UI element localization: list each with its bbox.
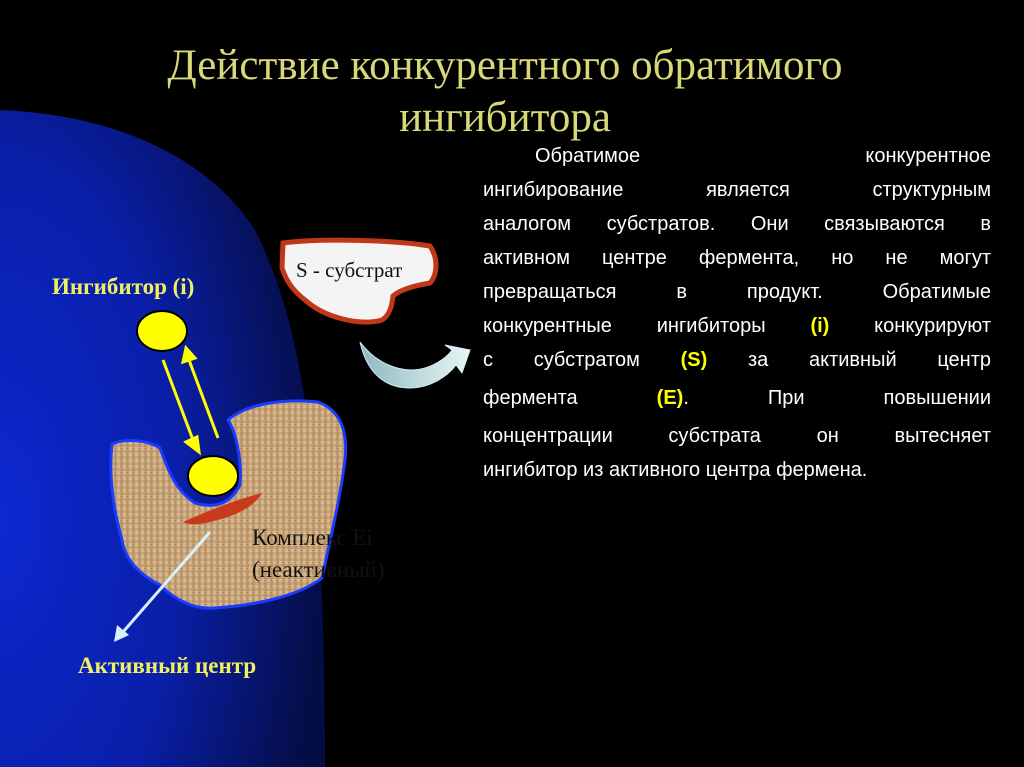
substrate-label: S - субстрат [296, 258, 403, 282]
complex-label-line1: Комплекс Ei [252, 525, 373, 550]
page-title-line2: ингибитора [399, 94, 611, 141]
description-line-5: превращаться в продукт. Обратимые [483, 281, 991, 303]
active-center-label: Активный центр [78, 653, 257, 678]
enzyme-symbol: (E) [656, 387, 684, 409]
description-line-8-c: . При повышении [683, 387, 992, 409]
description-line-7-a: с субстратом [483, 349, 681, 371]
description-line-2: ингибирование является структурным [483, 179, 991, 201]
description-line-7 [483, 343, 991, 377]
description-line-7-c: за активный центр [707, 349, 992, 371]
description-line-6-a: конкурентные ингибиторы [483, 315, 811, 337]
substrate-symbol: (S) [680, 349, 708, 371]
description-line-4: активном центре фермента, но не могут [483, 247, 991, 269]
description-line-6-c: конкурируют [829, 315, 991, 337]
description-line-9: концентрации субстрата он вытесняет [483, 425, 991, 447]
description-line-8 [483, 381, 991, 415]
page-title-line1: Действие конкурентного обратимого [167, 42, 843, 89]
inhibitor-free-ellipse [137, 311, 187, 351]
inhibitor-bound-ellipse [188, 456, 238, 496]
description-line-8-a: фермента [483, 387, 657, 409]
description-line-1: Обратимое конкурентное [535, 145, 991, 167]
inhibitor-symbol: (i) [810, 315, 830, 337]
complex-label-line2: (неактивный) [252, 557, 385, 582]
description-line-6 [483, 309, 991, 343]
inhibitor-label: Ингибитор (i) [52, 274, 195, 299]
description-line-3: аналогом субстратов. Они связываются в [483, 213, 991, 235]
description-line-10: ингибитор из активного центра фермена. [483, 459, 868, 481]
curved-arrow-icon [360, 342, 470, 388]
